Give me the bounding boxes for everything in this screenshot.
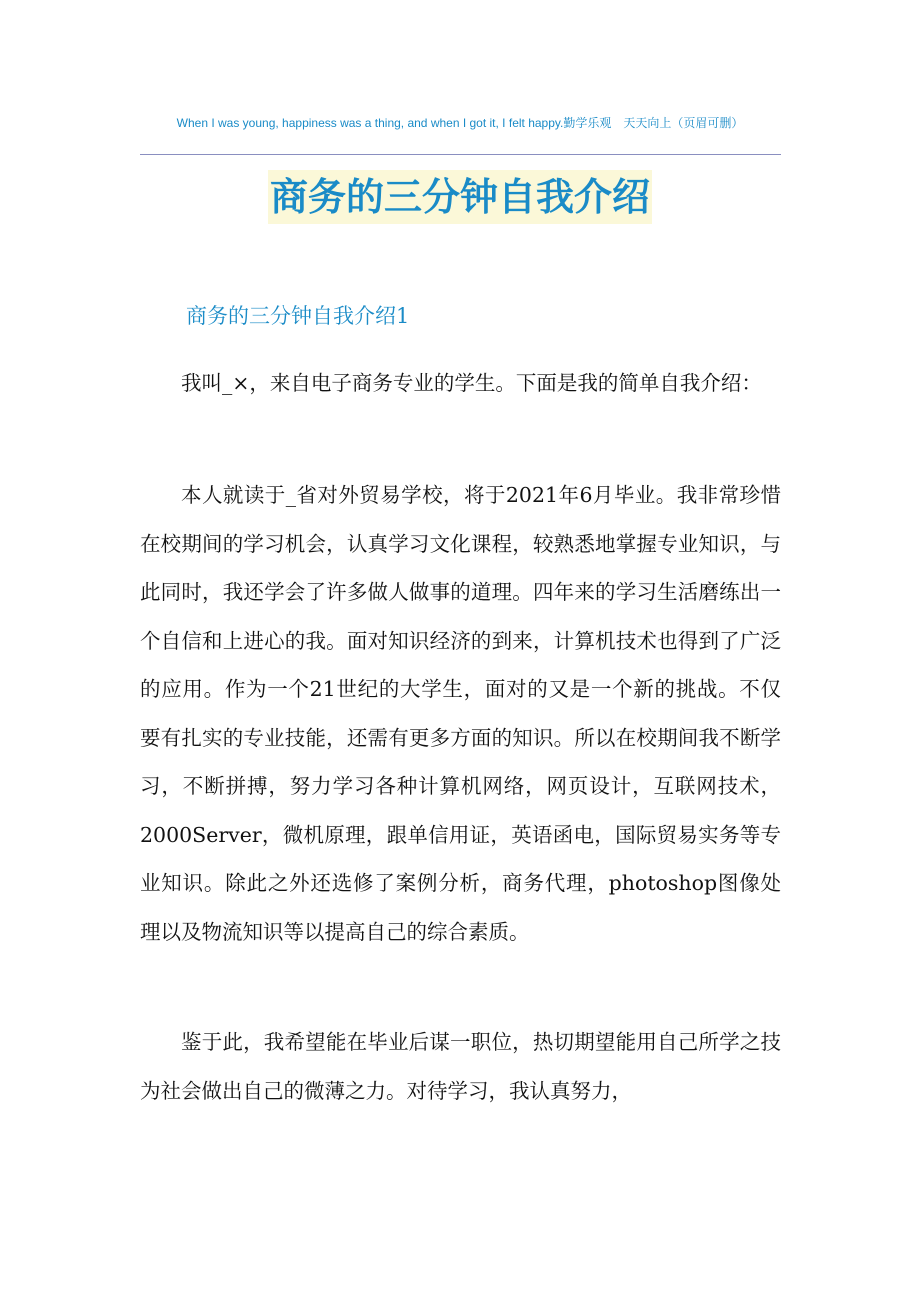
paragraph-2: 本人就读于_省对外贸易学校，将于2021年6月毕业。我非常珍惜在校期间的学习机会，认真学习文化课程，较熟悉地掌握专业知识，与此同时，我还学会了许多做人做事的道理。四年来的学习生活磨练出一个自信和上进心的我。面对知识经济的到来，计算机技术也得到了广泛的应用。作为一个21世纪的大学生，面对的又是一个新的挑战。不仅要有扎实的专业技能，还需有更多方面的知识。所以在校期间我不断学习，不断拼搏，努力学习各种计算机网络，网页设计，互联网技术，2000Server，微机原理，跟单信用证，英语函电，国际贸易实务等专业知识。除此之外还选修了案例分析，商务代理，photoshop图像处理以及物流知识等以提高自己的综合素质。: [140, 483, 781, 944]
paragraph-3: 鉴于此，我希望能在毕业后谋一职位，热切期望能用自己所学之技为社会做出自己的微薄之力。对待学习，我认真努力，: [140, 1030, 781, 1103]
document-title: 商务的三分钟自我介绍: [268, 170, 652, 224]
title-container: [0, 170, 920, 224]
paragraph-1: 我叫_×，来自电子商务专业的学生。下面是我的简单自我介绍：: [181, 371, 762, 395]
page-header: When I was young, happiness was a thing, and when I got it, I felt happy.勤学乐观 天天向上（页眉可删）: [176, 116, 744, 130]
header-divider: [140, 154, 781, 155]
section-heading: 商务的三分钟自我介绍1: [186, 304, 410, 328]
